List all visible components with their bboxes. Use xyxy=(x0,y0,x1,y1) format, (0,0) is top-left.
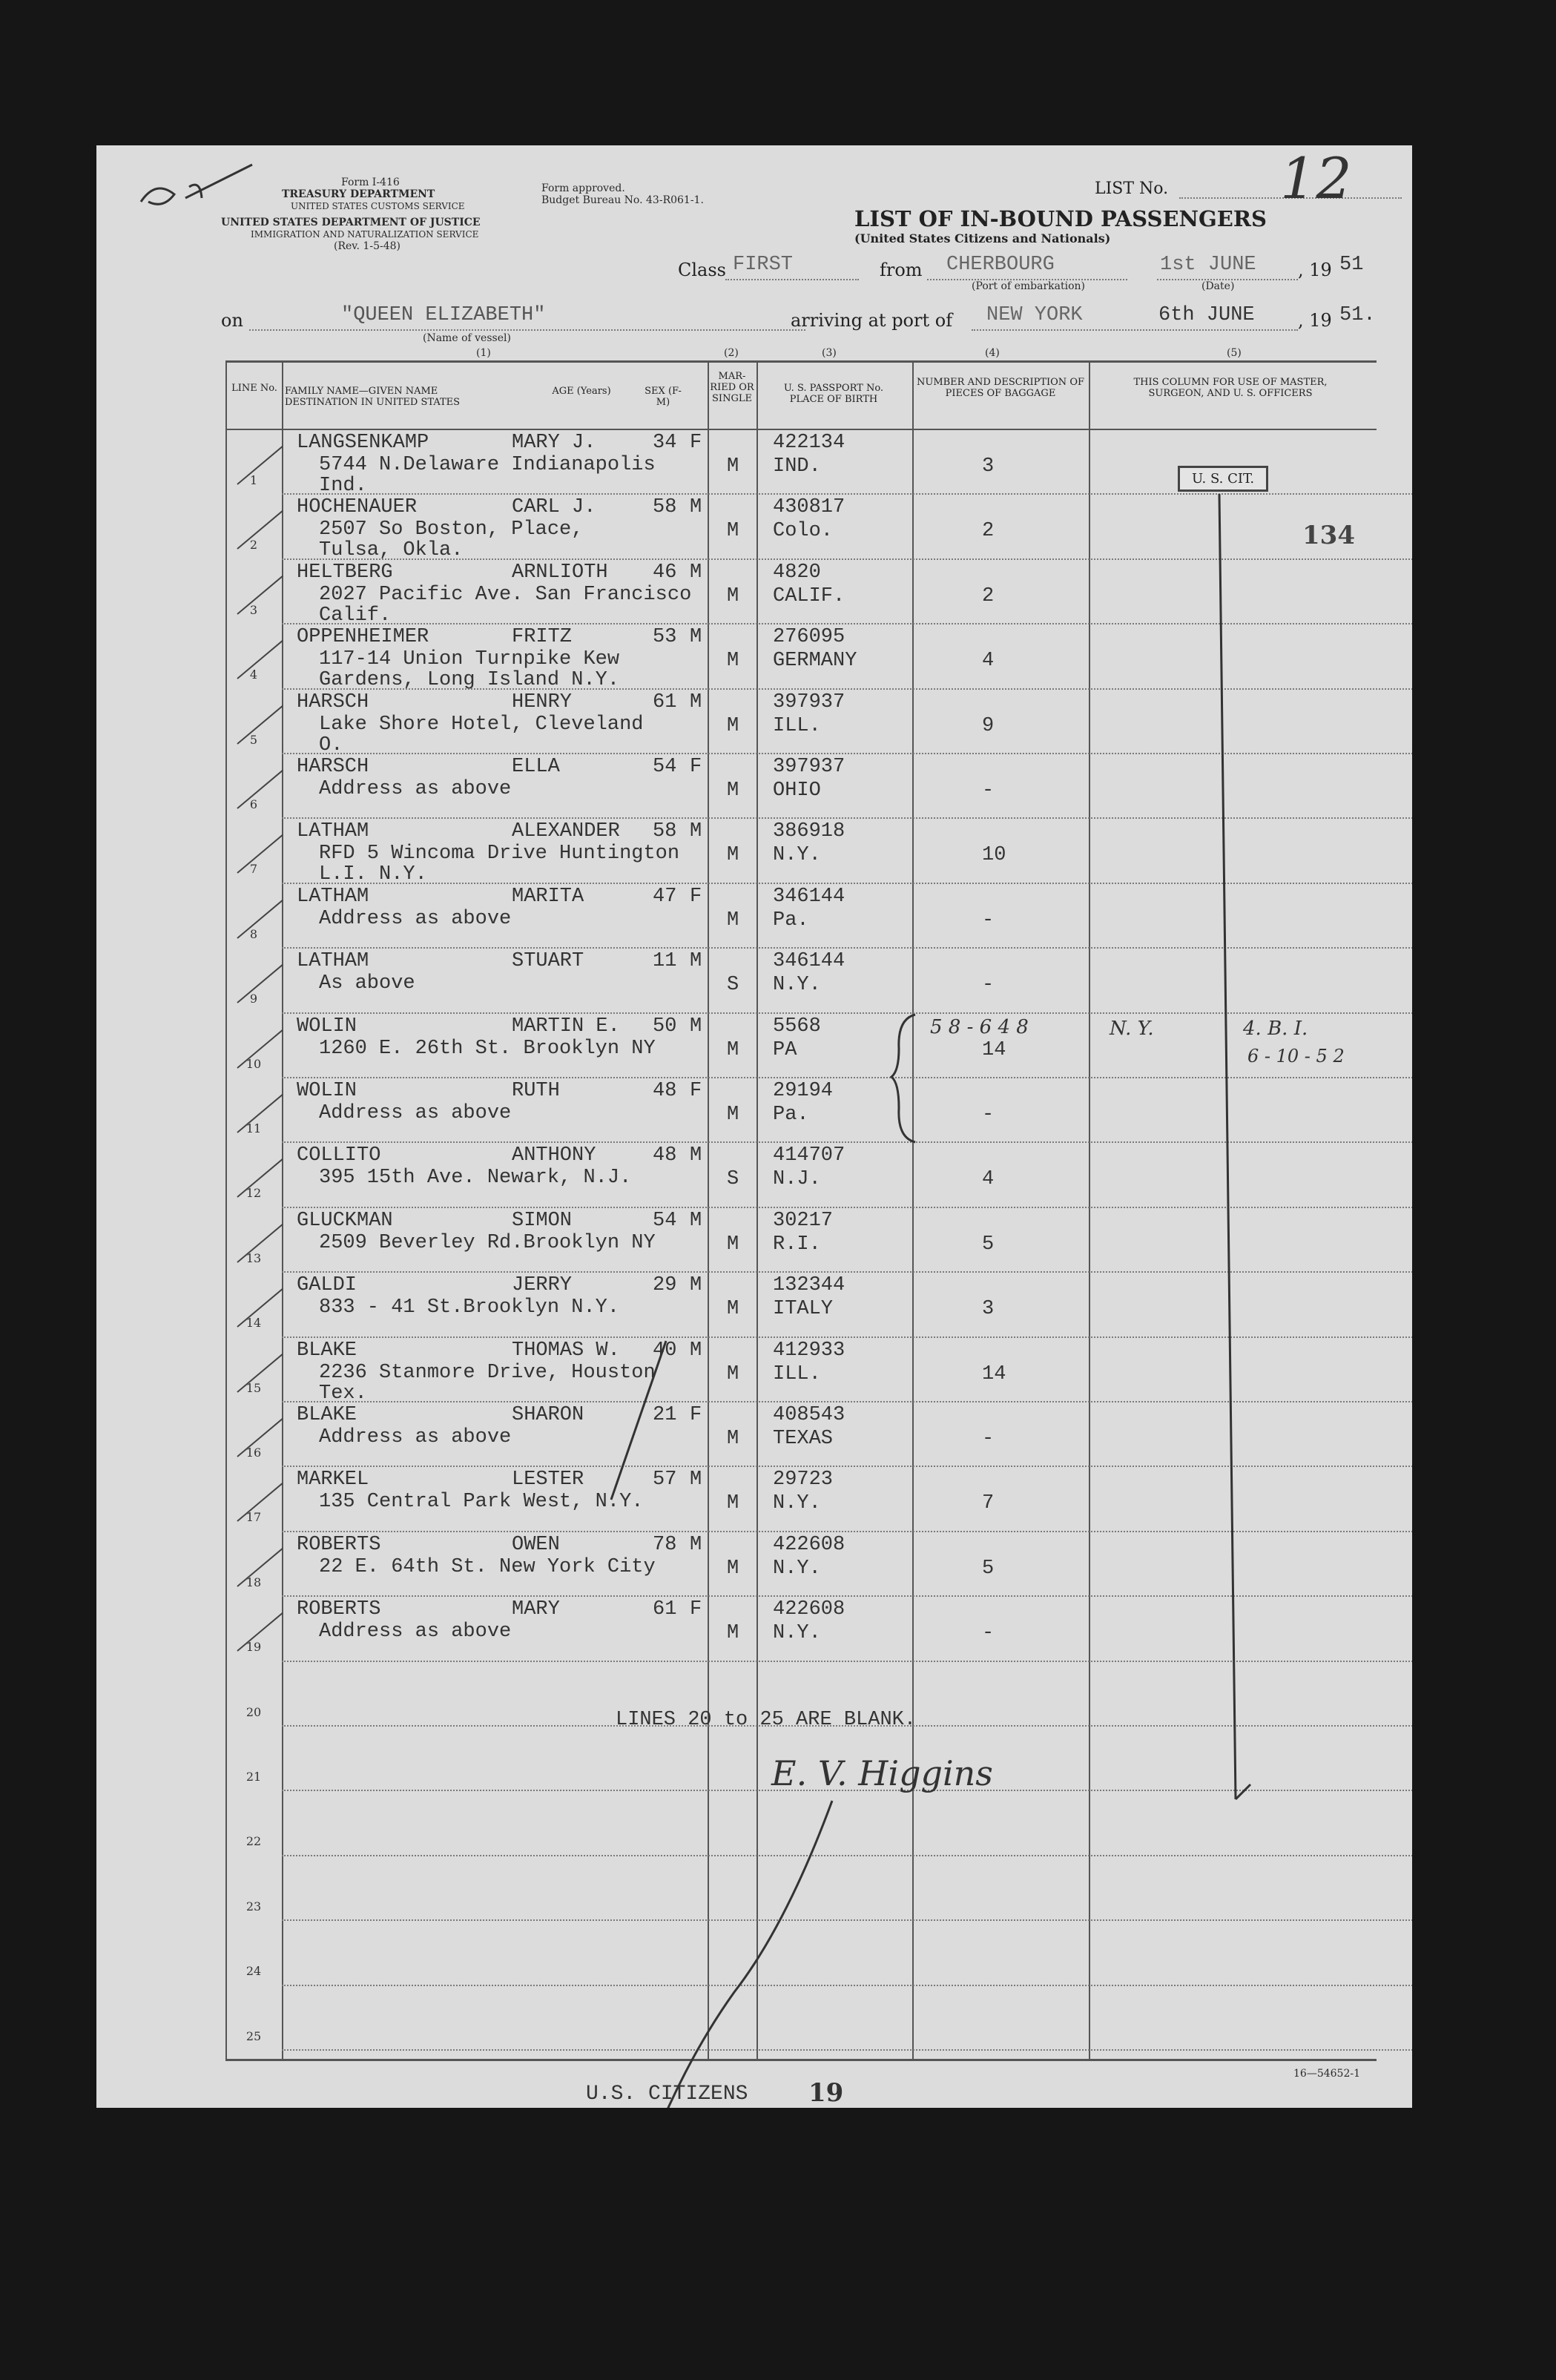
marital-status: M xyxy=(727,455,739,478)
marital-status: M xyxy=(727,1557,739,1580)
given-name: MARY xyxy=(512,1598,560,1621)
given-name: ELLA xyxy=(512,756,560,778)
given-name: MARITA xyxy=(512,885,584,908)
passport-number: 422134 xyxy=(773,432,845,454)
marital-status: M xyxy=(727,1428,739,1450)
header-line-no: LINE No. xyxy=(231,383,277,394)
marital-status: M xyxy=(727,779,739,802)
line-number: 16 xyxy=(245,1446,262,1460)
destination-line-1: Address as above xyxy=(319,778,512,800)
line-number: 1 xyxy=(249,473,258,487)
given-name: MARTIN E. xyxy=(512,1015,620,1038)
sex: M xyxy=(690,1274,702,1297)
passport-number: 422608 xyxy=(773,1598,845,1621)
passport-number: 29194 xyxy=(773,1080,834,1102)
port-embarkation-caption: (Port of embarkation) xyxy=(972,280,1085,292)
line-number: 10 xyxy=(245,1056,262,1071)
customs-label: UNITED STATES CUSTOMS SERVICE xyxy=(291,201,465,211)
vessel-caption: (Name of vessel) xyxy=(423,332,511,344)
revision-label: (Rev. 1-5-48) xyxy=(334,240,400,252)
justice-label: UNITED STATES DEPARTMENT OF JUSTICE xyxy=(221,217,481,228)
given-name: MARY J. xyxy=(512,432,596,454)
destination-line-1: 2027 Pacific Ave. San Francisco xyxy=(319,583,692,606)
age: 46 xyxy=(653,561,677,584)
marital-status: M xyxy=(727,1492,739,1515)
age: 47 xyxy=(653,885,677,908)
line-number: 20 xyxy=(245,1704,262,1719)
line-number: 15 xyxy=(245,1380,262,1395)
birthplace: R.I. xyxy=(773,1233,821,1256)
sex: M xyxy=(690,690,702,713)
baggage-count: 14 xyxy=(982,1362,1006,1385)
birthplace: N.J. xyxy=(773,1168,821,1191)
birthplace: ILL. xyxy=(773,714,821,737)
passport-number: 346144 xyxy=(773,885,845,908)
stamp-arrow xyxy=(1209,494,1253,1814)
baggage-count: 3 xyxy=(982,455,995,478)
sex: M xyxy=(690,626,702,649)
destination-line-1: 22 E. 64th St. New York City xyxy=(319,1555,656,1578)
destination-line-1: As above xyxy=(319,972,415,995)
marital-status: M xyxy=(727,1233,739,1256)
marital-status: M xyxy=(727,1622,739,1645)
birthplace: Colo. xyxy=(773,520,834,543)
age: 78 xyxy=(653,1533,677,1556)
line-number: 13 xyxy=(245,1250,262,1265)
given-name: CARL J. xyxy=(512,496,596,519)
sex: M xyxy=(690,496,702,519)
destination-line-1: Address as above xyxy=(319,1102,512,1124)
line-number: 6 xyxy=(249,797,258,811)
destination-line-2: Tulsa, Okla. xyxy=(319,539,464,562)
line-number: 24 xyxy=(245,1964,262,1979)
year-prefix: , 19 xyxy=(1298,260,1332,280)
wolin-note-2: N. Y. xyxy=(1110,1018,1154,1040)
us-citizen-stamp: U. S. CIT. xyxy=(1178,466,1268,492)
line-number: 18 xyxy=(245,1575,262,1589)
age: 54 xyxy=(653,756,677,778)
sex: F xyxy=(690,1080,702,1102)
list-number-label: LIST No. xyxy=(1095,179,1169,198)
header-passport: U. S. PASSPORT No. PLACE OF BIRTH xyxy=(783,383,884,405)
age: 48 xyxy=(653,1144,677,1167)
header-officers: THIS COLUMN FOR USE OF MASTER, SURGEON, AND U. S. OFFICERS xyxy=(1133,377,1328,399)
destination-line-1: RFD 5 Wincoma Drive Huntington xyxy=(319,843,680,866)
age: 48 xyxy=(653,1080,677,1102)
baggage-count: - xyxy=(982,974,995,997)
destination-line-2: L.I. N.Y. xyxy=(319,863,427,886)
marital-status: S xyxy=(727,1168,739,1191)
birthplace: Pa. xyxy=(773,909,809,932)
destination-line-2: Ind. xyxy=(319,475,367,497)
line-number: 5 xyxy=(249,732,258,747)
arrival-year-prefix: , 19 xyxy=(1298,310,1332,331)
age: 58 xyxy=(653,496,677,519)
age: 11 xyxy=(653,950,677,973)
arrival-date: 6th JUNE xyxy=(1158,304,1255,326)
col-num-1: (1) xyxy=(476,347,491,359)
count-annotation: 134 xyxy=(1302,521,1355,550)
destination-line-1: 395 15th Ave. Newark, N.J. xyxy=(319,1167,632,1190)
wolin-note-4: 6 - 10 - 5 2 xyxy=(1247,1046,1345,1067)
form-approved: Form approved. xyxy=(541,182,625,194)
family-name: OPPENHEIMER xyxy=(297,626,429,649)
given-name: STUART xyxy=(512,950,584,973)
birthplace: N.Y. xyxy=(773,974,821,997)
baggage-count: 5 xyxy=(982,1233,995,1256)
destination-line-1: Address as above xyxy=(319,1621,512,1644)
family-name: WOLIN xyxy=(297,1080,357,1102)
passport-number: 397937 xyxy=(773,756,845,778)
line-number: 11 xyxy=(245,1121,262,1135)
birthplace: ITALY xyxy=(773,1298,834,1321)
destination-line-1: 2509 Beverley Rd.Brooklyn NY xyxy=(319,1231,656,1254)
col-num-4: (4) xyxy=(985,347,1000,359)
passport-number: 414707 xyxy=(773,1144,845,1167)
citizens-footer: U.S. CITIZENS xyxy=(586,2083,748,2106)
baggage-count: 2 xyxy=(982,584,995,607)
age: 53 xyxy=(653,626,677,649)
sex: M xyxy=(690,1533,702,1556)
family-name: COLLITO xyxy=(297,1144,381,1167)
family-name: ROBERTS xyxy=(297,1598,381,1621)
marital-status: M xyxy=(727,520,739,543)
birthplace: N.Y. xyxy=(773,1492,821,1515)
age: 29 xyxy=(653,1274,677,1297)
blake-stroke xyxy=(608,1339,667,1503)
given-name: RUTH xyxy=(512,1080,560,1102)
passport-number: 276095 xyxy=(773,626,845,649)
marital-status: M xyxy=(727,844,739,867)
destination-line-2: Gardens, Long Island N.Y. xyxy=(319,669,620,692)
class-label: Class xyxy=(678,260,726,280)
birthplace: GERMANY xyxy=(773,650,857,673)
line-number: 23 xyxy=(245,1899,262,1913)
baggage-count: - xyxy=(982,1104,995,1126)
marital-status: M xyxy=(727,584,739,607)
marital-status: M xyxy=(727,714,739,737)
destination-line-1: 117-14 Union Turnpike Kew xyxy=(319,648,620,671)
line-number: 12 xyxy=(245,1186,262,1201)
family-name: HELTBERG xyxy=(297,561,393,584)
blank-lines-note: LINES 20 to 25 ARE BLANK. xyxy=(616,1709,917,1731)
destination-line-2: Tex. xyxy=(319,1382,367,1405)
from-label: from xyxy=(880,260,923,280)
birthplace: ILL. xyxy=(773,1362,821,1385)
baggage-count: 7 xyxy=(982,1492,995,1515)
destination-line-1: Address as above xyxy=(319,907,512,930)
birthplace: OHIO xyxy=(773,779,821,802)
budget-bureau: Budget Bureau No. 43-R061-1. xyxy=(541,194,704,206)
marital-status: M xyxy=(727,909,739,932)
family-name: GLUCKMAN xyxy=(297,1209,393,1232)
baggage-count: - xyxy=(982,909,995,932)
baggage-count: 4 xyxy=(982,1168,995,1191)
header-age: AGE (Years) xyxy=(552,386,611,397)
marital-status: M xyxy=(727,1362,739,1385)
marital-status: M xyxy=(727,1038,739,1061)
age: 54 xyxy=(653,1209,677,1232)
col-num-5: (5) xyxy=(1227,347,1242,359)
destination-line-1: 833 - 41 St.Brooklyn N.Y. xyxy=(319,1296,620,1319)
line-number: 22 xyxy=(245,1834,262,1849)
arrival-year: 51. xyxy=(1339,304,1376,326)
family-name: LATHAM xyxy=(297,950,369,973)
birthplace: N.Y. xyxy=(773,1622,821,1645)
age: 40 xyxy=(653,1339,677,1362)
vessel-name: "QUEEN ELIZABETH" xyxy=(341,304,546,326)
on-label: on xyxy=(221,310,243,331)
baggage-count: 10 xyxy=(982,844,1006,867)
age: 58 xyxy=(653,820,677,843)
baggage-count: 4 xyxy=(982,650,995,673)
header-sex: SEX (F-M) xyxy=(645,386,682,408)
passport-number: 5568 xyxy=(773,1015,821,1038)
sex: M xyxy=(690,950,702,973)
sex: M xyxy=(690,1339,702,1362)
line-number: 8 xyxy=(249,926,258,941)
passport-number: 412933 xyxy=(773,1339,845,1362)
given-name: ARNLIOTH xyxy=(512,561,608,584)
sex: F xyxy=(690,1598,702,1621)
list-subtitle: (United States Citizens and Nationals) xyxy=(854,231,1111,245)
baggage-count: 9 xyxy=(982,714,995,737)
marital-status: S xyxy=(727,974,739,997)
birthplace: TEXAS xyxy=(773,1428,834,1450)
line-number: 19 xyxy=(245,1640,262,1655)
sex: M xyxy=(690,1144,702,1167)
family-name: MARKEL xyxy=(297,1468,369,1491)
baggage-count: 2 xyxy=(982,520,995,543)
marital-status: M xyxy=(727,650,739,673)
sex: F xyxy=(690,432,702,454)
sex: F xyxy=(690,1404,702,1426)
class-value: FIRST xyxy=(733,254,794,276)
family-name: BLAKE xyxy=(297,1339,357,1362)
sex: M xyxy=(690,1015,702,1038)
passport-number: 30217 xyxy=(773,1209,834,1232)
family-name: HOCHENAUER xyxy=(297,496,418,519)
line-number: 2 xyxy=(249,538,258,553)
given-name: SIMON xyxy=(512,1209,573,1232)
sex: M xyxy=(690,1468,702,1491)
birthplace: N.Y. xyxy=(773,1557,821,1580)
header-baggage: NUMBER AND DESCRIPTION OF PIECES OF BAGGAGE xyxy=(916,377,1084,399)
ins-label: IMMIGRATION AND NATURALIZATION SERVICE xyxy=(251,229,479,240)
destination-line-2: Calif. xyxy=(319,604,392,627)
sex: M xyxy=(690,561,702,584)
line-number: 7 xyxy=(249,862,258,877)
col-num-3: (3) xyxy=(822,347,837,359)
given-name: ANTHONY xyxy=(512,1144,596,1167)
marital-status: M xyxy=(727,1298,739,1321)
family-name: LANGSENKAMP xyxy=(297,432,429,454)
baggage-count: - xyxy=(982,779,995,802)
form-code: 16—54652-1 xyxy=(1293,2068,1360,2080)
given-name: FRITZ xyxy=(512,626,573,649)
signature: E. V. Higgins xyxy=(771,1753,993,1793)
line-number: 3 xyxy=(249,602,258,617)
baggage-count: 3 xyxy=(982,1298,995,1321)
given-name: HENRY xyxy=(512,690,573,713)
passport-number: 4820 xyxy=(773,561,821,584)
sex: F xyxy=(690,885,702,908)
departure-year: 51 xyxy=(1339,254,1364,276)
given-name: ALEXANDER xyxy=(512,820,620,843)
line-number: 4 xyxy=(249,667,258,682)
arriving-label: arriving at port of xyxy=(791,310,953,331)
baggage-count: - xyxy=(982,1622,995,1645)
destination-line-1: 5744 N.Delaware Indianapolis xyxy=(319,454,656,476)
sex: M xyxy=(690,820,702,843)
family-name: ROBERTS xyxy=(297,1533,381,1556)
line-number: 17 xyxy=(245,1510,262,1525)
passport-number: 29723 xyxy=(773,1468,834,1491)
passport-number: 408543 xyxy=(773,1404,845,1426)
marital-status: M xyxy=(727,1104,739,1126)
age: 21 xyxy=(653,1404,677,1426)
list-title: LIST OF IN-BOUND PASSENGERS xyxy=(854,206,1267,231)
treasury-label: TREASURY DEPARTMENT xyxy=(282,188,435,200)
family-name: HARSCH xyxy=(297,690,369,713)
birthplace: Pa. xyxy=(773,1104,809,1126)
header-married: MAR-RIED OR SINGLE xyxy=(710,371,754,404)
col-num-2: (2) xyxy=(724,347,739,359)
signature-stroke xyxy=(616,1799,838,2108)
line-number: 9 xyxy=(249,992,258,1006)
age: 61 xyxy=(653,1598,677,1621)
family-name: LATHAM xyxy=(297,820,369,843)
manifest-page xyxy=(96,145,1412,2108)
given-name: SHARON xyxy=(512,1404,584,1426)
baggage-bracket xyxy=(890,1012,920,1145)
destination-line-1: Address as above xyxy=(319,1426,512,1448)
age: 50 xyxy=(653,1015,677,1038)
baggage-count: 14 xyxy=(982,1038,1006,1061)
departure-date: 1st JUNE xyxy=(1160,254,1256,276)
passport-number: 397937 xyxy=(773,690,845,713)
line-number: 21 xyxy=(245,1770,262,1784)
given-name: LESTER xyxy=(512,1468,584,1491)
baggage-count: - xyxy=(982,1428,995,1450)
birthplace: IND. xyxy=(773,455,821,478)
passport-number: 430817 xyxy=(773,496,845,519)
baggage-count: 5 xyxy=(982,1557,995,1580)
age: 34 xyxy=(653,432,677,454)
birthplace: CALIF. xyxy=(773,584,845,607)
passport-number: 346144 xyxy=(773,950,845,973)
wolin-note-3: 4. B. I. xyxy=(1243,1018,1308,1040)
destination-line-1: 2236 Stanmore Drive, Houston xyxy=(319,1361,656,1384)
destination-line-1: 2507 So Boston, Place, xyxy=(319,518,584,541)
family-name: HARSCH xyxy=(297,756,369,778)
line-number: 14 xyxy=(245,1316,262,1331)
citizens-count: 19 xyxy=(808,2078,844,2108)
passport-number: 422608 xyxy=(773,1533,845,1556)
arrival-port: NEW YORK xyxy=(986,304,1083,326)
family-name: WOLIN xyxy=(297,1015,357,1038)
date-caption: (Date) xyxy=(1201,280,1235,292)
sex: M xyxy=(690,1209,702,1232)
sex: F xyxy=(690,756,702,778)
embarkation-port: CHERBOURG xyxy=(946,254,1055,276)
destination-line-1: 1260 E. 26th St. Brooklyn NY xyxy=(319,1037,656,1060)
destination-line-1: Lake Shore Hotel, Cleveland xyxy=(319,713,644,736)
age: 61 xyxy=(653,690,677,713)
birthplace: PA xyxy=(773,1038,797,1061)
age: 57 xyxy=(653,1468,677,1491)
destination-line-2: O. xyxy=(319,734,343,756)
header-name: FAMILY NAME—GIVEN NAME DESTINATION IN UNITED STATES xyxy=(285,386,461,408)
family-name: GALDI xyxy=(297,1274,357,1297)
line-number: 25 xyxy=(245,2028,262,2043)
passport-number: 386918 xyxy=(773,820,845,843)
given-name: OWEN xyxy=(512,1533,560,1556)
wolin-note-1: 5 8 - 6 4 8 xyxy=(930,1016,1029,1038)
list-number: 12 xyxy=(1280,145,1352,211)
destination-line-1: 135 Central Park West, N.Y. xyxy=(319,1491,644,1514)
family-name: LATHAM xyxy=(297,885,369,908)
given-name: JERRY xyxy=(512,1274,573,1297)
given-name: THOMAS W. xyxy=(512,1339,620,1362)
passport-number: 132344 xyxy=(773,1274,845,1297)
birthplace: N.Y. xyxy=(773,844,821,867)
form-number: Form I-416 xyxy=(341,177,400,188)
family-name: BLAKE xyxy=(297,1404,357,1426)
